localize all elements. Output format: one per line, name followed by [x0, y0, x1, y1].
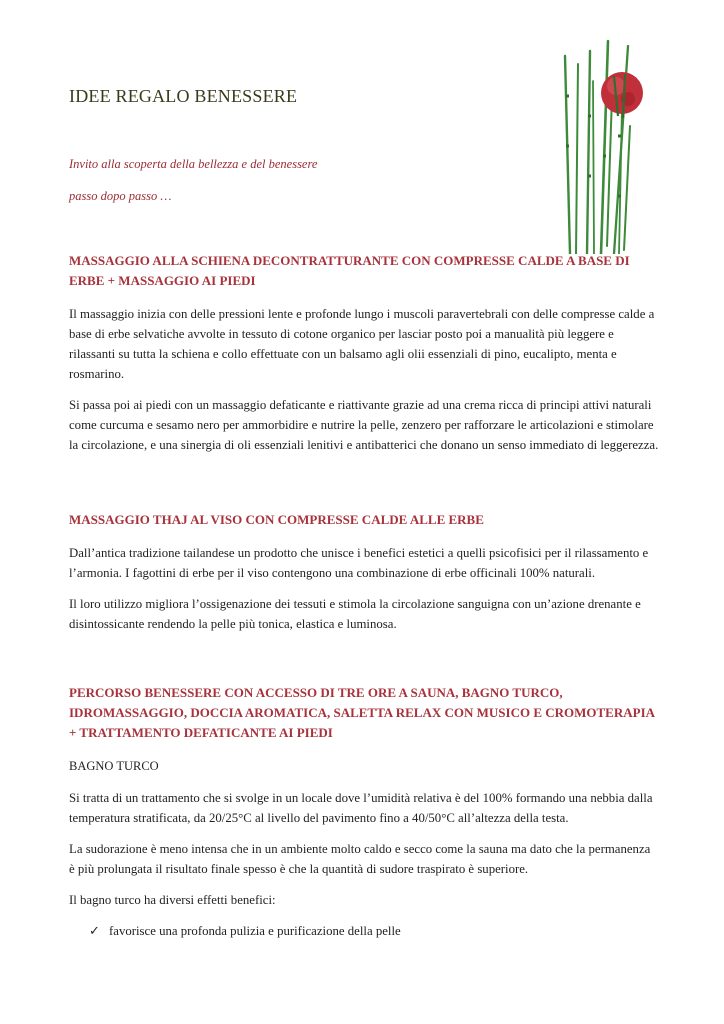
- section-subtitle: BAGNO TURCO: [69, 759, 159, 773]
- paragraph: Il massaggio inizia con delle pressioni lente e profonde lungo i muscoli paravertebrali con delle compresse calde a base di erbe selvatiche avvolte in tessuto di cotone organico per lasciar posto poi a manualità più leggere e rilassanti su tutta la schiena e collo effettuate con un balsamo agli olii essenziali di pino, eucalipto, menta e rosmarino.: [69, 307, 655, 381]
- benefits-list: [69, 921, 659, 941]
- section-title: MASSAGGIO THAJ AL VISO CON COMPRESSE CALDE ALLE ERBE: [69, 512, 484, 527]
- section-title: PERCORSO BENESSERE CON ACCESSO DI TRE ORE A SAUNA, BAGNO TURCO, IDROMASSAGGIO, DOCCIA AROMATICA, SALETTA RELAX CON MUSICO E CROMOTERAPIA + TRATTAMENTO DEFATICANTE AI PIEDI: [69, 685, 655, 740]
- paragraph: Si passa poi ai piedi con un massaggio defaticante e riattivante grazie ad una crema ricca di principi attivi naturali come curcuma e sesamo nero per ammorbidire e nutrire la pelle, zenzero per rafforzare le articolazioni e stimolare la circolazione, e una sinergia di oli essenziali lenitivi e antibatterici che donano un senso immediato di leggerezza.: [69, 398, 659, 452]
- page-title: IDEE REGALO BENESSERE: [69, 86, 298, 106]
- section-face-massage: [69, 510, 659, 634]
- tagline-line-1: Invito alla scoperta della bellezza e del benessere: [69, 157, 318, 171]
- section-wellness-path: [69, 683, 659, 941]
- paragraph: Si tratta di un trattamento che si svolge in un locale dove l’umidità relativa è del 100% formando una nebbia dalla temperatura stratificata, da 20/25°C al livello del pavimento fino a 40/50°C all’altezza della testa.: [69, 791, 653, 825]
- checkmark-icon: ✓: [89, 923, 100, 938]
- paragraph: Dall’antica tradizione tailandese un prodotto che unisce i benefici estetici a quelli psicofisici per il rilassamento e l’armonia. I fagottini di erbe per il viso contengono una combinazione di erbe officinali 100% naturali.: [69, 546, 649, 580]
- list-item: [89, 921, 659, 941]
- section-title: MASSAGGIO ALLA SCHIENA DECONTRATTURANTE CON COMPRESSE CALDE A BASE DI ERBE + MASSAGGIO AI PIEDI: [69, 253, 630, 288]
- tagline-line-2: passo dopo passo …: [69, 189, 172, 203]
- paragraph: Il bagno turco ha diversi effetti benefici:: [69, 893, 276, 907]
- bamboo-flower-icon: [556, 36, 652, 254]
- paragraph: La sudorazione è meno intensa che in un ambiente molto caldo e secco come la sauna ma dato che la permanenza è più prolungata il risultato finale spesso è che la quantità di sudore traspirato è superiore.: [69, 842, 651, 876]
- paragraph: Il loro utilizzo migliora l’ossigenazione dei tessuti e stimola la circolazione sanguigna con un’azione drenante e disintossicante rendendo la pelle più tonica, elastica e luminosa.: [69, 597, 641, 631]
- list-item-text: favorisce una profonda pulizia e purificazione della pelle: [109, 924, 401, 938]
- document-body: [69, 251, 659, 941]
- section-back-massage: [69, 251, 659, 455]
